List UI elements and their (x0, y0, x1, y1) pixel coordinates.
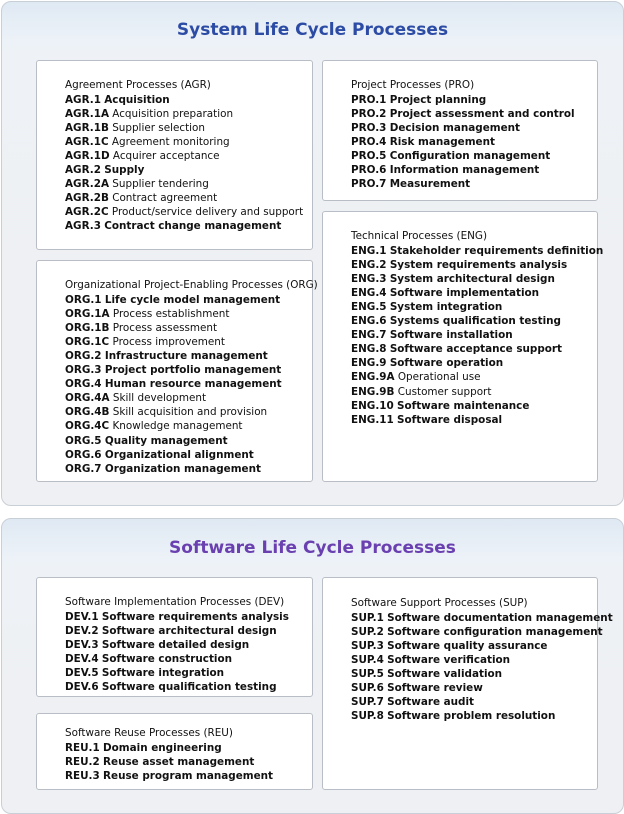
process-code: ENG.9A (351, 371, 395, 384)
process-item (351, 163, 597, 177)
process-name: Software configuration management (387, 626, 603, 639)
process-code: DEV.5 (65, 667, 99, 680)
process-name: Software detailed design (101, 639, 250, 652)
process-code: AGR.2C (65, 206, 109, 219)
process-name: Domain engineering (103, 742, 222, 755)
process-code: ORG.1B (65, 322, 110, 335)
process-name: Software construction (101, 653, 233, 666)
process-name: Infrastructure management (104, 350, 268, 363)
process-code: REU.3 (65, 770, 100, 783)
process-item (65, 135, 312, 149)
process-code: ENG.2 (351, 259, 387, 272)
process-item (65, 307, 312, 321)
process-name: Skill development (112, 392, 207, 405)
process-item (65, 680, 312, 694)
process-code: ENG.11 (351, 413, 394, 426)
process-name: Acquisition preparation (112, 108, 234, 121)
process-code: ORG.4A (65, 392, 110, 405)
organizational-processes-box (36, 260, 318, 482)
technical-processes-box (322, 211, 604, 482)
process-item (65, 293, 312, 307)
process-item (351, 93, 597, 107)
process-name: Process improvement (112, 336, 225, 349)
process-name: Reuse asset management (103, 756, 255, 769)
process-code: AGR.2B (65, 192, 109, 205)
process-code: SUP.2 (351, 626, 384, 639)
process-name: Software integration (101, 667, 225, 680)
process-name: Product/service delivery and support (111, 206, 304, 219)
process-item (351, 681, 597, 695)
process-code: SUP.1 (351, 612, 384, 625)
process-code: DEV.1 (65, 611, 99, 624)
process-code: ORG.1A (65, 308, 110, 321)
process-item (351, 314, 597, 328)
process-name: Life cycle model management (104, 294, 281, 307)
process-code: ENG.7 (351, 329, 387, 342)
process-name: Software acceptance support (389, 343, 563, 356)
process-item (65, 377, 312, 391)
process-name: Skill acquisition and provision (112, 406, 268, 419)
process-code: SUP.8 (351, 710, 384, 723)
process-name: Project planning (389, 94, 487, 107)
process-code: SUP.6 (351, 682, 384, 695)
process-item (65, 666, 312, 680)
process-name: Software validation (387, 668, 503, 681)
process-code: PRO.1 (351, 94, 387, 107)
process-item (351, 709, 597, 723)
process-code: PRO.2 (351, 108, 387, 121)
process-name: Software qualification testing (101, 681, 277, 694)
process-code: SUP.5 (351, 668, 384, 681)
process-item (65, 769, 312, 783)
process-name: Software quality assurance (387, 640, 548, 653)
process-name: Knowledge management (112, 420, 243, 433)
process-code: ORG.1C (65, 336, 110, 349)
process-item (351, 177, 597, 191)
process-name: Project assessment and control (389, 108, 575, 121)
group-title: Agreement Processes (AGR) (65, 79, 211, 91)
process-code: DEV.2 (65, 625, 99, 638)
process-item (351, 667, 597, 681)
process-item (351, 272, 597, 286)
process-item (65, 335, 312, 349)
process-item (351, 342, 597, 356)
process-name: Information management (389, 164, 540, 177)
process-item (65, 434, 312, 448)
process-item (351, 370, 597, 384)
process-item (351, 286, 597, 300)
process-name: Systems qualification testing (389, 315, 561, 328)
process-name: Process assessment (112, 322, 218, 335)
process-name: Software installation (389, 329, 513, 342)
group-title: Technical Processes (ENG) (351, 230, 488, 242)
process-item (65, 349, 312, 363)
process-code: AGR.2A (65, 178, 109, 191)
process-item (351, 695, 597, 709)
software-implementation-box (36, 577, 313, 697)
process-item (351, 385, 597, 399)
process-code: ORG.1 (65, 294, 102, 307)
process-item (65, 121, 312, 135)
process-item (65, 321, 312, 335)
process-name: Quality management (104, 434, 228, 447)
process-item (351, 356, 597, 370)
process-code: ORG.4C (65, 420, 110, 433)
system-panel-title: System Life Cycle Processes (176, 20, 449, 40)
process-name: Software problem resolution (387, 710, 556, 723)
group-title: Software Reuse Processes (REU) (65, 727, 233, 739)
process-item (65, 363, 312, 377)
process-item (65, 107, 312, 121)
process-item (65, 163, 312, 177)
process-code: AGR.1B (65, 122, 109, 135)
process-item (65, 205, 312, 219)
process-name: Project portfolio management (104, 364, 282, 377)
process-name: System requirements analysis (389, 259, 568, 272)
process-item (351, 639, 597, 653)
agreement-processes-box (36, 60, 313, 250)
process-item (65, 93, 312, 107)
process-name: System architectural design (389, 273, 555, 286)
process-name: Software operation (389, 357, 504, 370)
process-name: Acquisition (104, 94, 170, 107)
process-code: SUP.3 (351, 640, 384, 653)
process-code: AGR.2 (65, 164, 101, 177)
software-panel-title: Software Life Cycle Processes (169, 538, 456, 558)
process-item (65, 755, 312, 769)
process-code: DEV.3 (65, 639, 99, 652)
group-title: Project Processes (PRO) (351, 79, 475, 91)
process-name: Software implementation (389, 287, 540, 300)
process-name: Measurement (389, 178, 471, 191)
process-name: Acquirer acceptance (112, 150, 220, 163)
process-name: Process establishment (112, 308, 230, 321)
process-item (351, 653, 597, 667)
process-code: ENG.8 (351, 343, 387, 356)
process-item (65, 405, 312, 419)
process-code: ORG.6 (65, 448, 102, 461)
process-code: ORG.7 (65, 462, 102, 475)
process-name: Software requirements analysis (101, 611, 289, 624)
process-code: ENG.10 (351, 399, 394, 412)
process-code: ORG.4B (65, 406, 110, 419)
process-code: AGR.3 (65, 220, 101, 233)
process-item (351, 300, 597, 314)
process-name: Human resource management (104, 378, 282, 391)
process-item (65, 191, 312, 205)
process-name: Supplier tendering (112, 178, 209, 191)
process-item (351, 258, 597, 272)
process-item (65, 391, 312, 405)
group-title: Software Support Processes (SUP) (351, 597, 528, 609)
process-item (65, 177, 312, 191)
process-item (351, 244, 604, 258)
process-item (351, 328, 597, 342)
process-name: Contract change management (104, 220, 282, 233)
process-code: PRO.3 (351, 122, 387, 135)
process-item (65, 741, 312, 755)
software-support-box (322, 577, 613, 790)
process-code: SUP.7 (351, 696, 384, 709)
process-code: PRO.4 (351, 136, 387, 149)
process-item (351, 149, 597, 163)
process-name: Software documentation management (387, 612, 613, 625)
group-title: Organizational Project-Enabling Processes (ORG) (65, 279, 318, 291)
process-item (351, 611, 613, 625)
process-item (351, 399, 597, 413)
process-code: ENG.4 (351, 287, 387, 300)
process-name: Stakeholder requirements definition (389, 245, 604, 258)
process-code: AGR.1D (65, 150, 110, 163)
process-name: Risk management (389, 136, 495, 149)
process-code: ORG.2 (65, 350, 102, 363)
project-processes-box (322, 60, 598, 201)
process-code: AGR.1A (65, 108, 109, 121)
process-name: Software review (387, 682, 483, 695)
process-code: ENG.3 (351, 273, 387, 286)
software-reuse-box (36, 713, 313, 790)
process-code: ORG.3 (65, 364, 102, 377)
process-code: ENG.9B (351, 385, 395, 398)
process-code: ORG.5 (65, 434, 102, 447)
process-code: ENG.6 (351, 315, 387, 328)
process-code: AGR.1C (65, 136, 109, 149)
process-item (351, 625, 603, 639)
process-code: ENG.1 (351, 245, 387, 258)
process-item (65, 149, 312, 163)
process-item (65, 219, 312, 233)
process-code: PRO.5 (351, 150, 387, 163)
process-item (65, 448, 312, 462)
process-code: ORG.4 (65, 378, 102, 391)
process-code: DEV.4 (65, 653, 99, 666)
process-name: Reuse program management (103, 770, 274, 783)
process-name: Software architectural design (101, 625, 277, 638)
process-item (65, 624, 312, 638)
process-code: AGR.1 (65, 94, 101, 107)
process-name: Software maintenance (397, 399, 530, 412)
process-name: Organizational alignment (104, 448, 254, 461)
process-code: SUP.4 (351, 654, 384, 667)
process-code: ENG.9 (351, 357, 387, 370)
process-item (65, 462, 312, 476)
process-item (65, 638, 312, 652)
process-name: Decision management (389, 122, 520, 135)
process-name: Software verification (387, 654, 511, 667)
process-name: Agreement monitoring (111, 136, 230, 149)
process-code: PRO.7 (351, 178, 387, 191)
process-code: REU.1 (65, 742, 100, 755)
process-name: Organization management (104, 462, 261, 475)
process-name: Operational use (397, 371, 481, 384)
process-code: PRO.6 (351, 164, 387, 177)
process-code: ENG.5 (351, 301, 387, 314)
process-item (351, 135, 597, 149)
group-title: Software Implementation Processes (DEV) (65, 596, 285, 608)
process-item (351, 121, 597, 135)
process-name: Contract agreement (112, 192, 218, 205)
process-item (65, 419, 312, 433)
process-item (351, 107, 597, 121)
system-life-cycle-panel (1, 1, 624, 506)
process-name: Configuration management (389, 150, 551, 163)
process-item (351, 413, 597, 427)
process-name: Customer support (397, 385, 492, 398)
process-name: Software audit (387, 696, 475, 709)
software-life-cycle-panel (1, 518, 624, 814)
process-name: Software disposal (397, 413, 503, 426)
process-name: Supplier selection (112, 122, 206, 135)
process-item (65, 652, 312, 666)
process-code: REU.2 (65, 756, 100, 769)
process-code: DEV.6 (65, 681, 99, 694)
process-name: Supply (104, 164, 145, 177)
process-name: System integration (389, 301, 503, 314)
process-item (65, 610, 312, 624)
